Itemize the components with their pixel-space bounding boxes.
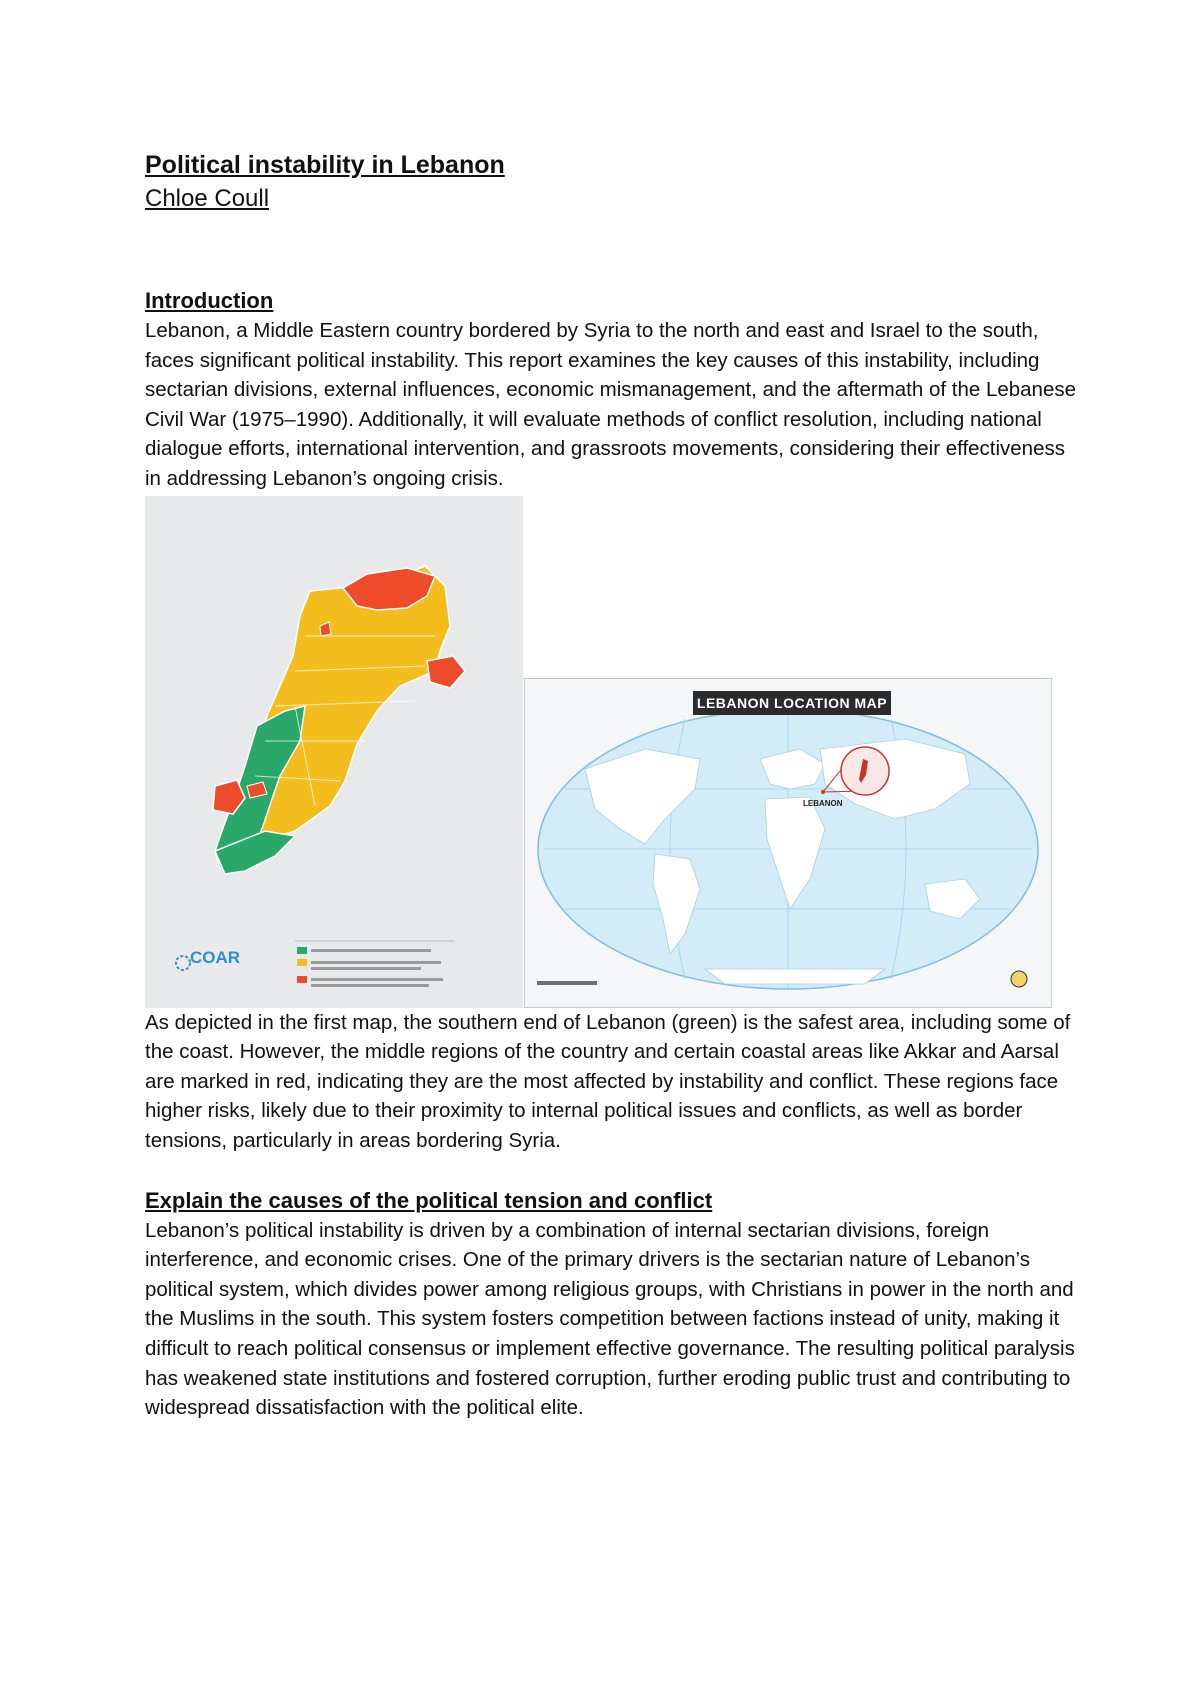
world-location-map	[524, 678, 1052, 1008]
coar-logo: COAR	[190, 947, 241, 967]
lebanon-risk-map-graphic	[145, 496, 523, 1008]
world-map-title: LEBANON LOCATION MAP	[693, 691, 891, 715]
world-map-graphic	[525, 679, 1051, 1007]
section-heading-causes: Explain the causes of the political tension and conflict	[145, 1187, 713, 1213]
causes-paragraph: Lebanon’s political instability is driven by a combination of internal sectarian divisions, foreign interference, and economic crises. One of the primary drivers is the sectarian nature of Lebanon’s political system, which divides power among religious groups, with Christians in power in the north and the Muslims in the south. This system fosters competition between factions instead of unity, making it difficult to reach political consensus or implement effective governance. The resulting political paralysis has weakened state institutions and fostered corruption, further eroding public trust and contributing to widespread dissatisfaction with the political elite.	[145, 1218, 1075, 1420]
figures-row	[145, 496, 1080, 1008]
document-author: Chloe Coull	[145, 185, 270, 212]
introduction-paragraph: Lebanon, a Middle Eastern country bordered by Syria to the north and east and Israel to the south, faces significant political instability. This report examines the key causes of this instability, including sectarian divisions, external influences, economic mismanagement, and the aftermath of the Lebanese Civil War (1975–1990). Additionally, it will evaluate methods of conflict resolution, including national dialogue efforts, international intervention, and grassroots movements, considering their effectiveness in addressing Lebanon’s ongoing crisis.	[145, 319, 1076, 490]
world-map-marker-label: LEBANON	[803, 798, 843, 808]
document-title: Political instability in Lebanon	[145, 151, 505, 179]
document-body	[145, 148, 1080, 1423]
lebanon-risk-map	[145, 496, 523, 1008]
figure-caption: As depicted in the first map, the southern end of Lebanon (green) is the safest area, including some of the coast. However, the middle regions of the country and certain coastal areas like Akkar and Aarsal are marked in red, indicating they are the most affected by instability and conflict. These regions face higher risks, likely due to their proximity to internal political issues and conflicts, as well as border tensions, particularly in areas bordering Syria.	[145, 1010, 1071, 1152]
section-heading-introduction: Introduction	[145, 288, 274, 313]
